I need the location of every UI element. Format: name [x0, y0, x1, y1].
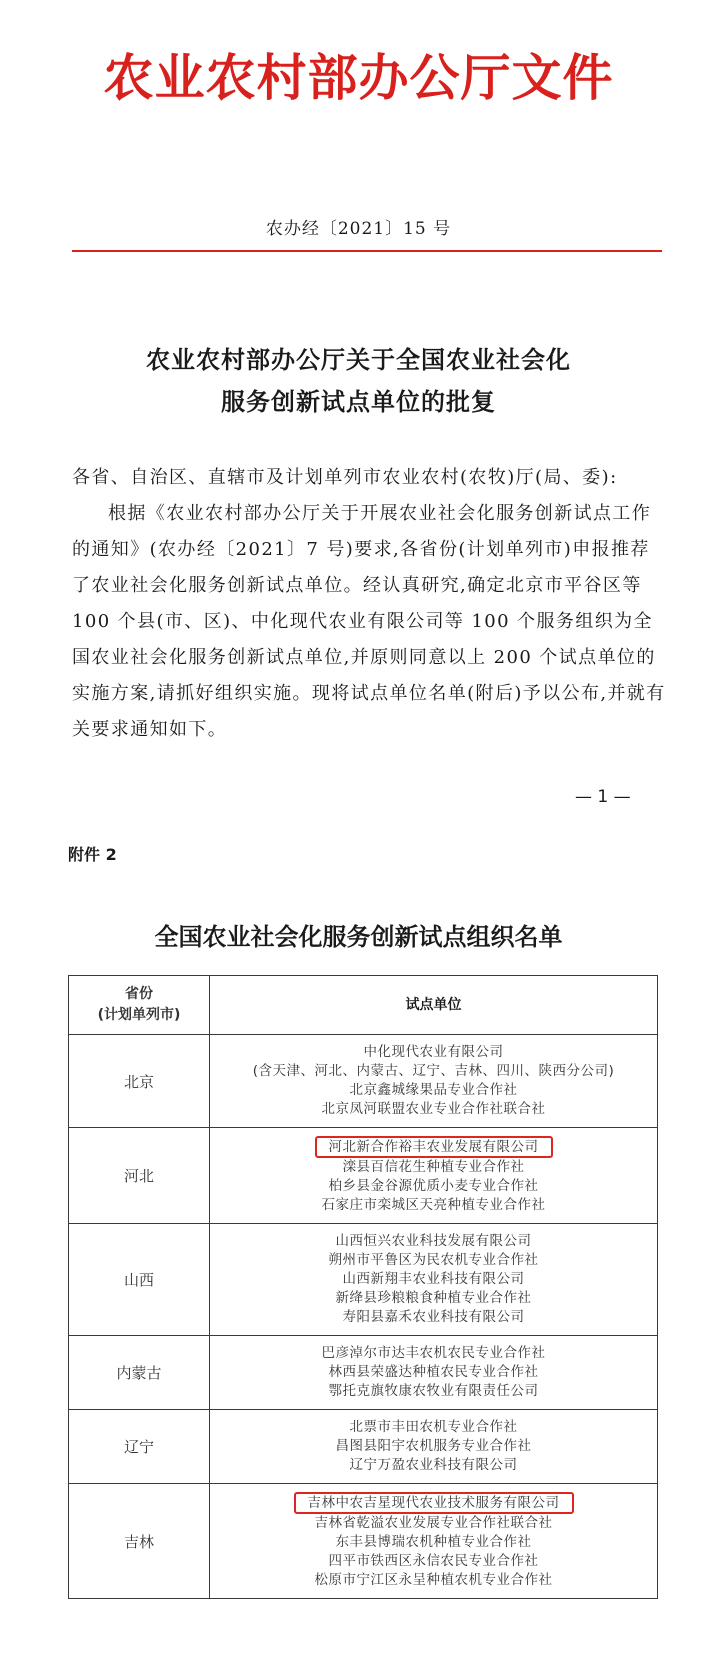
unit-item [210, 1289, 657, 1308]
page-number: — 1 — [575, 787, 631, 807]
document-title-line1: 农业农村部办公厅关于全国农业社会化 [146, 345, 571, 374]
unit-name: 朔州市平鲁区为民农机专业合作社 [328, 1252, 539, 1268]
unit-item [210, 1363, 657, 1382]
unit-item [210, 1382, 657, 1401]
unit-item [210, 1158, 657, 1177]
unit-item [210, 1514, 657, 1533]
unit-item [210, 1344, 657, 1363]
document-title-line2: 服务创新试点单位的批复 [221, 387, 496, 416]
table-row [69, 1410, 658, 1484]
red-divider-line [72, 250, 662, 252]
salutation: 各省、自治区、直辖市及计划单列市农业农村(农牧)厅(局、委): [72, 467, 618, 488]
unit-name: 吉林中农吉星现代农业技术服务有限公司 [294, 1492, 574, 1514]
unit-name: 昌图县阳宇农机服务专业合作社 [335, 1438, 532, 1454]
unit-name: 松原市宁江区永呈种植农机专业合作社 [314, 1572, 553, 1588]
unit-name: 吉林省乾溢农业发展专业合作社联合社 [314, 1515, 553, 1531]
unit-name: 寿阳县嘉禾农业科技有限公司 [342, 1309, 525, 1325]
unit-name: 山西恒兴农业科技发展有限公司 [335, 1233, 532, 1249]
province-cell: 山西 [69, 1224, 210, 1336]
table-row [69, 1484, 658, 1599]
attachment-label: 附件 2 [68, 845, 117, 864]
unit-name: 新绛县珍粮粮食种植专业合作社 [335, 1290, 532, 1306]
pilot-units-table [68, 975, 658, 1599]
units-cell [210, 1410, 658, 1484]
units-cell [210, 1484, 658, 1599]
unit-name: 鄂托克旗牧康农牧业有限责任公司 [328, 1383, 539, 1399]
highlighted-unit [210, 1492, 657, 1514]
document-banner: 农业农村部办公厅文件 [103, 49, 614, 107]
province-cell: 河北 [69, 1128, 210, 1224]
unit-name: 柏乡县金谷源优质小麦专业合作社 [328, 1178, 539, 1194]
unit-name: 林西县荣盛达种植农民专业合作社 [328, 1364, 539, 1380]
unit-item [210, 1232, 657, 1251]
unit-item [210, 1043, 657, 1062]
province-cell: 辽宁 [69, 1410, 210, 1484]
unit-item [210, 1418, 657, 1437]
letter-body: 根据《农业农村部办公厅关于开展农业社会化服务创新试点工作的通知》(农办经〔2021〕7 号)要求,各省份(计划单列市)申报推荐了农业社会化服务创新试点单位。经认真研究,确定北京市平谷区等 100 个县(市、区)、中化现代农业有限公司等 100 个服务组织为全国农业社会化服务创新试点单位,并原则同意以上 200 个试点单位的实施方案,请抓好组织实施。现将试点单位名单(附后)予以公布,并就有关要求通知如下。 [72, 503, 666, 740]
attachment-title: 全国农业社会化服务创新试点组织名单 [154, 922, 563, 951]
table-header-row [69, 976, 658, 1035]
header-province-line1: 省份 [125, 986, 153, 1002]
table-row [69, 1224, 658, 1336]
unit-name: (含天津、河北、内蒙古、辽宁、吉林、四川、陕西分公司) [252, 1063, 615, 1079]
unit-item [210, 1196, 657, 1215]
header-province-line2: (计划单列市) [97, 1007, 181, 1023]
province-cell: 北京 [69, 1035, 210, 1128]
unit-name: 巴彦淖尔市达丰农机农民专业合作社 [321, 1345, 546, 1361]
unit-item [210, 1456, 657, 1475]
units-cell [210, 1336, 658, 1410]
unit-name: 辽宁万盈农业科技有限公司 [349, 1457, 518, 1473]
table-row [69, 1336, 658, 1410]
unit-item [210, 1437, 657, 1456]
unit-name: 石家庄市栾城区天亮种植专业合作社 [321, 1197, 546, 1213]
unit-item [210, 1251, 657, 1270]
province-cell: 内蒙古 [69, 1336, 210, 1410]
unit-name: 山西新翔丰农业科技有限公司 [342, 1271, 525, 1287]
unit-name: 中化现代农业有限公司 [363, 1044, 504, 1060]
unit-name: 北京凤河联盟农业专业合作社联合社 [321, 1101, 546, 1117]
unit-item [210, 1270, 657, 1289]
unit-item [210, 1062, 657, 1081]
table-row [69, 1128, 658, 1224]
units-cell [210, 1224, 658, 1336]
unit-name: 滦县百信花生种植专业合作社 [342, 1159, 525, 1175]
unit-item [210, 1533, 657, 1552]
highlighted-unit [210, 1136, 657, 1158]
unit-item [210, 1308, 657, 1327]
unit-item [210, 1081, 657, 1100]
unit-item [210, 1552, 657, 1571]
units-cell [210, 1128, 658, 1224]
table-body [69, 1035, 658, 1599]
unit-name: 北京鑫城缘果品专业合作社 [349, 1082, 518, 1098]
table-row [69, 1035, 658, 1128]
unit-name: 四平市铁西区永信农民专业合作社 [328, 1553, 539, 1569]
header-province [69, 976, 210, 1035]
unit-name: 河北新合作裕丰农业发展有限公司 [315, 1136, 553, 1158]
unit-name: 东丰县博瑞农机种植专业合作社 [335, 1534, 532, 1550]
unit-item [210, 1571, 657, 1590]
document-page-1 [0, 0, 717, 830]
document-number: 农办经〔2021〕15 号 [265, 219, 452, 239]
province-cell: 吉林 [69, 1484, 210, 1599]
unit-item [210, 1177, 657, 1196]
unit-item [210, 1100, 657, 1119]
units-cell [210, 1035, 658, 1128]
unit-name: 北票市丰田农机专业合作社 [349, 1419, 518, 1435]
header-units: 试点单位 [210, 976, 658, 1035]
